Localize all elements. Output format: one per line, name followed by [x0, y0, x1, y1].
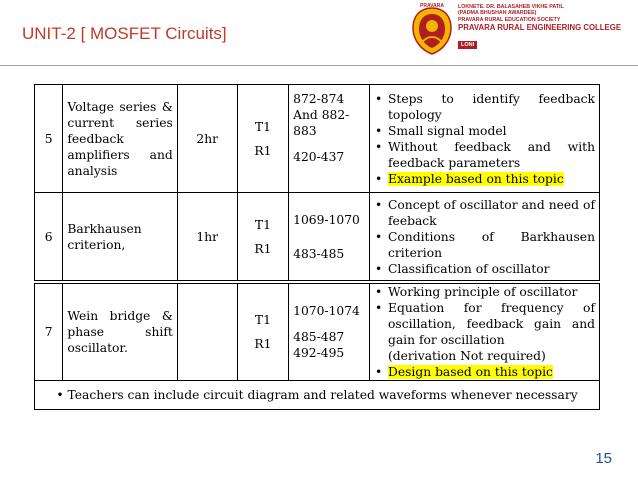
row-details	[369, 193, 599, 281]
note-text: • Teachers can include circuit diagram and related waveforms whenever necessary	[56, 388, 577, 402]
pages-reference: 483-485	[293, 246, 345, 261]
header-divider	[0, 65, 638, 66]
table-row	[35, 85, 600, 193]
row-details	[369, 85, 599, 193]
note-row	[35, 381, 600, 410]
row-references	[237, 193, 288, 281]
slide-title	[22, 24, 227, 44]
ref-reference-book: R1	[254, 241, 272, 256]
highlighted-text: Example based on this topic	[387, 171, 564, 186]
syllabus-table	[34, 84, 600, 281]
list-item	[388, 364, 595, 380]
college-header	[458, 4, 634, 51]
pages-reference: 420-437	[293, 150, 345, 164]
list-item: • Steps to identify feedback topology	[388, 91, 595, 123]
ref-textbook: T1	[254, 217, 271, 232]
row-number: 5	[35, 85, 63, 193]
list-item: • Small signal model	[388, 123, 595, 139]
row-pages	[289, 193, 370, 281]
row-pages	[289, 284, 370, 381]
pages-textbook: 1070-1074	[293, 304, 360, 318]
row-hours: 1hr	[177, 193, 237, 281]
row-number: 7	[35, 284, 63, 381]
row-topic: Barkhausen criterion,	[63, 193, 177, 281]
college-line-1: LOKNETE. DR. BALASAHEB VIKHE PATIL	[458, 4, 564, 10]
unit-subject: [ MOSFET Circuits]	[75, 24, 227, 43]
row-topic: Wein bridge & phase shift oscillator.	[63, 284, 177, 381]
list-item: • Working principle of oscillator	[388, 284, 595, 300]
ref-textbook: T1	[254, 313, 271, 327]
ref-reference-book: R1	[254, 337, 272, 351]
pages-textbook: 872-874 And 882-883	[293, 92, 350, 138]
pages-textbook: 1069-1070	[293, 212, 360, 227]
syllabus-table-continued	[34, 283, 600, 410]
table-row	[35, 284, 600, 381]
row-references	[237, 284, 288, 381]
list-item: • Classification of oscillator	[388, 261, 595, 277]
list-item	[388, 171, 595, 187]
college-logo-icon	[410, 2, 454, 56]
row-topic: Voltage series & current series feedback amplifiers and analysis	[63, 85, 177, 193]
college-line-3: PRAVARA RURAL EDUCATION SOCIETY	[458, 16, 561, 23]
page-number: 15	[595, 450, 612, 467]
college-line-2: (PADMA BHUSHAN AWARDEE)	[458, 10, 537, 17]
row-number: 6	[35, 193, 63, 281]
ref-textbook: T1	[254, 119, 271, 134]
highlighted-text: Design based on this topic	[387, 365, 553, 379]
ref-reference-book: R1	[254, 143, 272, 158]
row-references	[237, 85, 288, 193]
unit-label: UNIT-2	[22, 24, 76, 43]
college-name: PRAVARA RURAL ENGINEERING COLLEGE	[458, 23, 622, 33]
pages-reference-extra: 492-495	[293, 346, 345, 360]
list-item: • Equation for frequency of oscillation, feedback gain and gain for oscillation	[388, 300, 595, 348]
list-item: • Without feedback and with feedback parameters	[388, 139, 595, 171]
row-pages	[289, 85, 370, 193]
teacher-note	[35, 381, 600, 410]
list-item: • Conditions of Barkhausen criterion	[388, 229, 595, 261]
row-details	[369, 284, 599, 381]
college-place-badge: LONI	[458, 41, 477, 49]
pages-reference: 485-487	[293, 330, 345, 344]
row-hours	[177, 284, 237, 381]
list-item: • Concept of oscillator and need of feeback	[388, 197, 595, 229]
svg-text:PRAVARA: PRAVARA	[420, 3, 444, 9]
row-hours: 2hr	[177, 85, 237, 193]
table-row	[35, 193, 600, 281]
list-item-note: (derivation Not required)	[387, 349, 546, 363]
